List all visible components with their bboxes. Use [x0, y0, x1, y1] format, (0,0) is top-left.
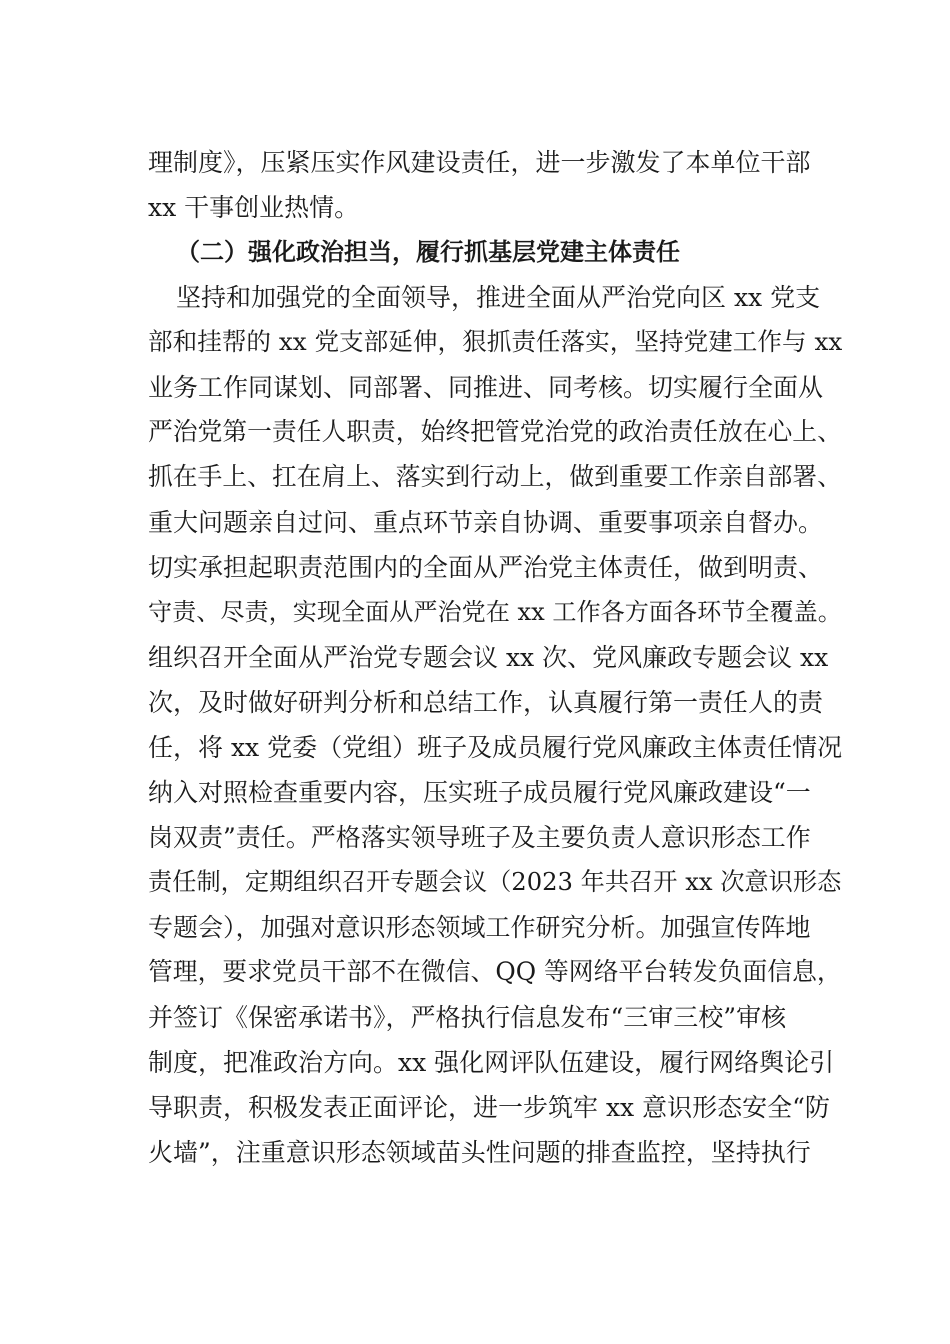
- text-line: 组织召开全面从严治党专题会议 xx 次、党风廉政专题会议 xx: [148, 643, 829, 672]
- text-line: 严治党第一责任人职责，始终把管党治党的政治责任放在心上、: [148, 417, 842, 446]
- text-line: 专题会），加强对意识形态领域工作研究分析。加强宣传阵地: [148, 913, 811, 942]
- text-line: 部和挂帮的 xx 党支部延伸，狠抓责任落实，坚持党建工作与 xx: [148, 327, 843, 356]
- text-line: 并签订《保密承诺书》，严格执行信息发布“三审三校”审核: [148, 1003, 787, 1032]
- text-line: 岗双责”责任。严格落实领导班子及主要负责人意识形态工作: [148, 823, 811, 852]
- text-line: 火墙”，注重意识形态领域苗头性问题的排查监控，坚持执行: [148, 1138, 811, 1167]
- section-heading: （二）强化政治担当，履行抓基层党建主体责任: [176, 238, 680, 266]
- text-line: 守责、尽责，实现全面从严治党在 xx 工作各方面各环节全覆盖。: [148, 598, 842, 626]
- text-line: xx 干事创业热情。: [148, 193, 360, 222]
- text-line: 任，将 xx 党委（党组）班子及成员履行党风廉政主体责任情况: [148, 733, 843, 762]
- text-line: 责任制，定期组织召开专题会议（2023 年共召开 xx 次意识形态: [148, 868, 842, 896]
- text-line: 纳入对照检查重要内容，压实班子成员履行党风廉政建设“一: [148, 778, 811, 807]
- text-line: 管理，要求党员干部不在微信、QQ 等网络平台转发负面信息，: [148, 957, 842, 986]
- text-line: 重大问题亲自过问、重点环节亲自协调、重要事项亲自督办。: [148, 508, 824, 537]
- text-line: 业务工作同谋划、同部署、同推进、同考核。切实履行全面从: [148, 373, 824, 402]
- text-line: 制度，把准政治方向。xx 强化网评队伍建设，履行网络舆论引: [148, 1048, 835, 1077]
- paragraph-first-line: 坚持和加强党的全面领导，推进全面从严治党向区 xx 党支: [176, 283, 821, 312]
- text-line: 切实承担起职责范围内的全面从严治党主体责任，做到明责、: [148, 553, 824, 582]
- text-line: 导职责，积极发表正面评论，进一步筑牢 xx 意识形态安全“防: [148, 1093, 830, 1122]
- text-line: 理制度》，压紧压实作风建设责任，进一步激发了本单位干部: [148, 148, 811, 177]
- text-line: 次，及时做好研判分析和总结工作，认真履行第一责任人的责: [148, 688, 824, 717]
- text-line: 抓在手上、扛在肩上、落实到行动上，做到重要工作亲自部署、: [148, 462, 842, 491]
